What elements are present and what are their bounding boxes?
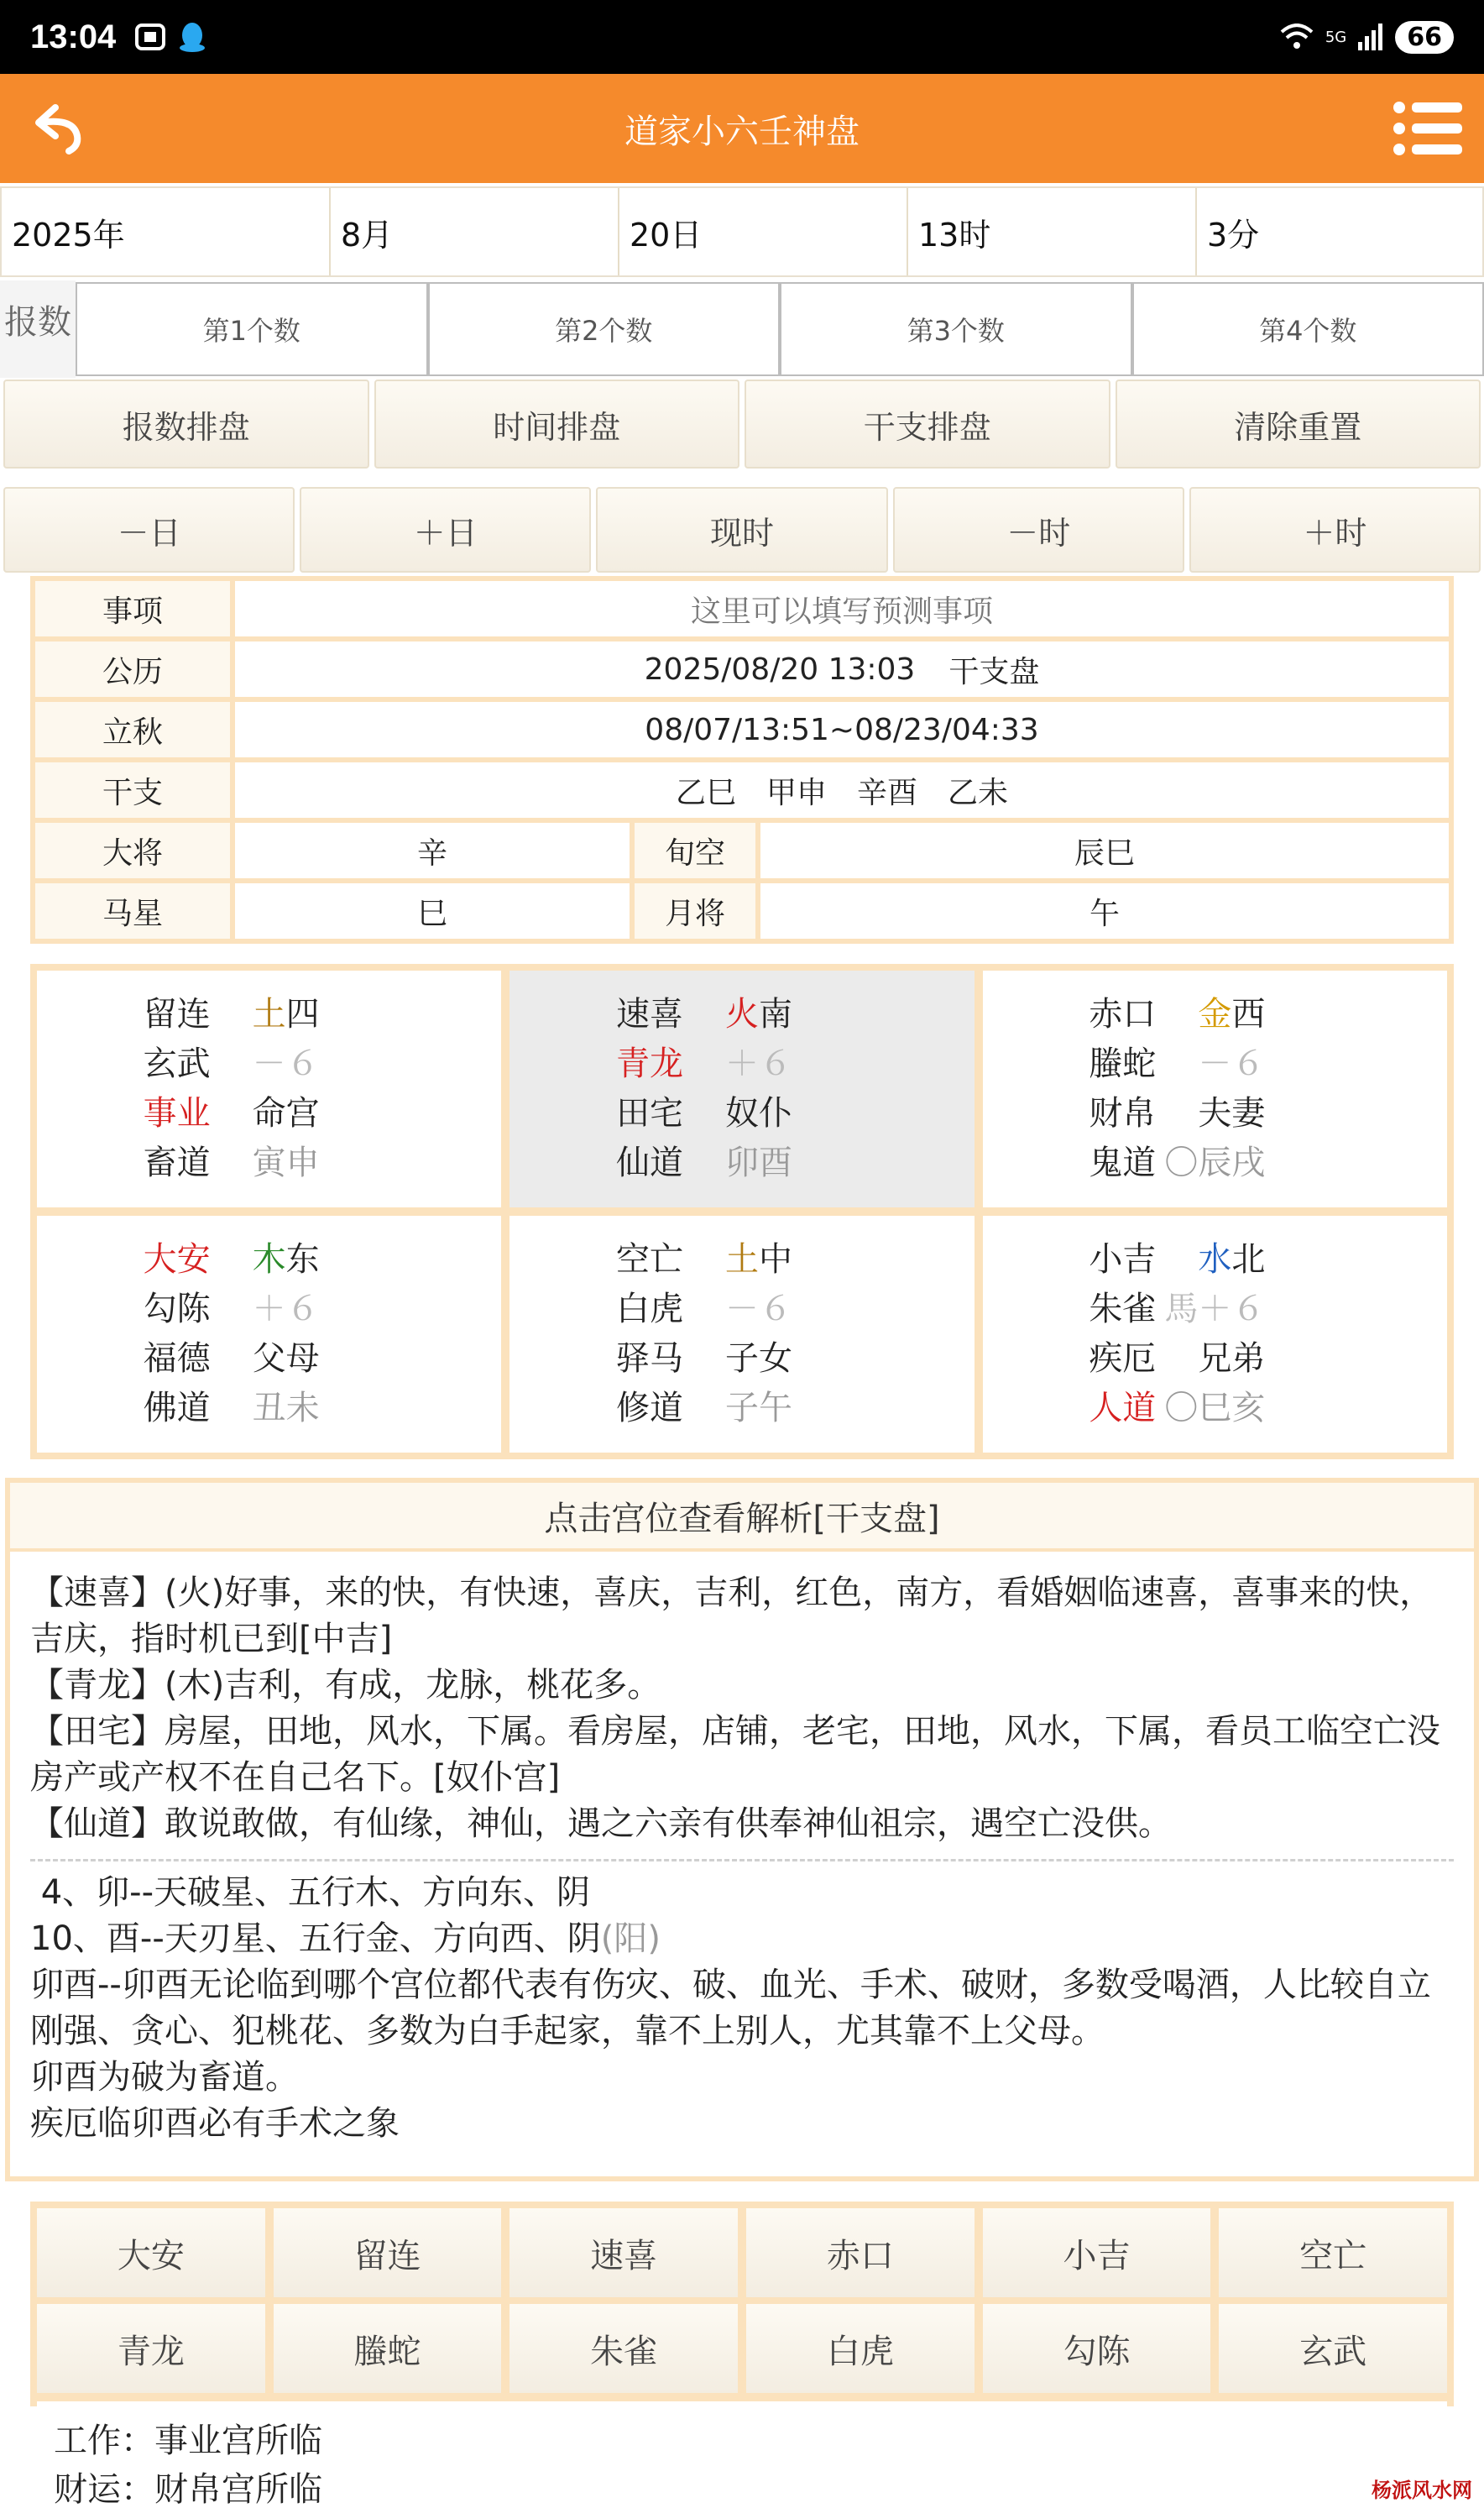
lookup-xuanwu-button[interactable]: 玄武	[1219, 2304, 1447, 2393]
palace-direction: 东	[285, 1240, 320, 1279]
palace-house-2: 奴仆	[724, 1094, 792, 1133]
palace-element: 火	[724, 995, 759, 1034]
palace-dao: 修道	[615, 1389, 683, 1427]
day-select[interactable]: 20日	[619, 188, 908, 275]
time-chart-button[interactable]: 时间排盘	[374, 380, 740, 469]
qq-icon	[178, 21, 206, 53]
analysis-xiandao: 【仙道】敢说敢做，有仙缘，神仙，遇之六亲有供奉神仙祖宗，遇空亡没供。	[30, 1804, 1172, 1843]
page-title: 道家小六壬神盘	[624, 112, 860, 151]
palace-dao: 人道	[1089, 1389, 1157, 1427]
lookup-xiaoji-button[interactable]: 小吉	[983, 2208, 1211, 2297]
palace-house-2: 子女	[724, 1339, 792, 1378]
palace-daan[interactable]	[37, 1216, 501, 1453]
palace-branches: 寅申	[252, 1144, 320, 1182]
site-watermark: 杨派风水网	[1372, 2478, 1472, 2502]
jie-maoyou-text: 疾厄临卯酉必有手术之象	[30, 2104, 400, 2143]
xunkong-value: 辰巳	[760, 823, 1449, 878]
prev-hour-button[interactable]: －时	[893, 487, 1184, 573]
now-button[interactable]: 现时	[596, 487, 887, 573]
palace-name: 大安	[143, 1240, 211, 1279]
maxing-value: 巳	[235, 883, 630, 939]
palace-direction: 西	[1231, 995, 1266, 1034]
minute-select[interactable]: 3分	[1207, 216, 1260, 254]
palace-branches: 辰戌	[1198, 1144, 1266, 1182]
palace-element: 土	[252, 995, 286, 1034]
palace-house-2: 夫妻	[1198, 1094, 1266, 1133]
palace-branches: 丑未	[252, 1389, 320, 1427]
palace-house: 疾厄	[1089, 1339, 1157, 1378]
lookup-gouchen-button[interactable]: 勾陈	[983, 2304, 1211, 2393]
dajiang-label: 大将	[35, 823, 230, 878]
year-select[interactable]: 2025年	[2, 188, 331, 275]
analysis-qinglong: 【青龙】(木)吉利，有成，龙脉，桃花多。	[30, 1666, 661, 1704]
network-label: 5G	[1325, 28, 1347, 46]
number-input-2[interactable]: 第2个数	[428, 282, 781, 376]
lookup-zhuque-button[interactable]: 朱雀	[509, 2304, 738, 2393]
xunkong-label: 旬空	[635, 823, 755, 878]
month-select[interactable]: 8月	[331, 188, 619, 275]
solar-term-value: 08/07/13:51~08/23/04:33	[235, 702, 1449, 757]
palace-house: 田宅	[615, 1094, 683, 1133]
palace-void-mark: 〇	[1164, 1389, 1199, 1427]
palace-name: 空亡	[615, 1240, 683, 1279]
palace-house-2: 父母	[252, 1339, 320, 1378]
wealth-line: 财运：财帛宫所临	[54, 2470, 322, 2508]
palace-dao: 鬼道	[1089, 1144, 1157, 1182]
palace-number: ＋６	[724, 1045, 792, 1083]
palace-element: 水	[1198, 1240, 1232, 1279]
palace-void-mark: 〇	[1164, 1144, 1199, 1182]
solar-date: 2025/08/20 13:03	[644, 652, 916, 687]
ganzhi-chart-button[interactable]: 干支排盘	[745, 380, 1110, 469]
palace-god: 白虎	[615, 1290, 683, 1328]
app-header	[0, 74, 1484, 183]
palace-number: ＋６	[1198, 1290, 1266, 1328]
palace-god: 勾陈	[143, 1290, 211, 1328]
hour-select[interactable]: 13时	[908, 188, 1197, 275]
palace-lookup-grid	[30, 2202, 1454, 2406]
reset-button[interactable]: 清除重置	[1116, 380, 1481, 469]
status-bar	[0, 0, 1484, 74]
info-table	[30, 576, 1454, 944]
analysis-panel	[5, 1478, 1479, 2181]
palace-god: 玄武	[143, 1045, 211, 1083]
palace-xiaoji[interactable]	[983, 1216, 1447, 1453]
branch-you-text: 10、酉--天刃星、五行金、方向西、阴	[30, 1919, 601, 1958]
palace-direction: 南	[758, 995, 792, 1034]
menu-list-icon[interactable]	[1392, 99, 1464, 158]
lookup-daan-button[interactable]: 大安	[37, 2208, 265, 2297]
maoyou-dao-text: 卯酉为破为畜道。	[30, 2058, 299, 2097]
palace-number: －６	[724, 1290, 792, 1328]
ganzhi-value: 乙巳 甲申 辛酉 乙未	[235, 762, 1449, 818]
palace-name: 小吉	[1089, 1240, 1157, 1279]
matter-input[interactable]: 这里可以填写预测事项	[235, 581, 1449, 636]
number-input-4[interactable]: 第4个数	[1132, 282, 1484, 376]
palace-branches: 卯酉	[724, 1144, 792, 1182]
solar-value	[235, 641, 1449, 697]
palace-number: ＋６	[252, 1290, 320, 1328]
palace-suxi[interactable]	[509, 971, 974, 1207]
screenshot-icon	[134, 23, 166, 51]
palace-god: 朱雀	[1089, 1290, 1157, 1328]
back-icon[interactable]	[30, 97, 89, 156]
palace-branches: 子午	[724, 1389, 792, 1427]
action-button-row	[0, 380, 1484, 469]
solar-label: 公历	[35, 641, 230, 697]
lookup-tengshe-button[interactable]: 螣蛇	[274, 2304, 502, 2393]
palace-direction: 四	[285, 995, 320, 1034]
palace-house: 事业	[143, 1094, 211, 1133]
matter-label: 事项	[35, 581, 230, 636]
number-chart-button[interactable]: 报数排盘	[3, 380, 369, 469]
work-line: 工作：事业宫所临	[54, 2422, 322, 2460]
palace-god: 青龙	[615, 1045, 683, 1083]
yuejiang-value: 午	[760, 883, 1449, 939]
palace-liulian[interactable]	[37, 971, 501, 1207]
palace-dao: 佛道	[143, 1389, 211, 1427]
maoyou-text: 卯酉--卯酉无论临到哪个宫位都代表有伤灾、破、血光、手术、破财，多数受喝酒，人比较自立刚强、贪心、犯桃花、多数为白手起家，靠不上别人，尤其靠不上父母。	[30, 1966, 1431, 2050]
analysis-suxi: 【速喜】(火)好事，来的快，有快速，喜庆，吉利，红色，南方，看婚姻临速喜，喜事来的快，吉庆，指时机已到[中吉]	[30, 1573, 1434, 1658]
palace-horse-mark: 馬	[1164, 1290, 1199, 1328]
palace-god: 螣蛇	[1089, 1045, 1157, 1083]
palace-element: 金	[1198, 995, 1232, 1034]
palace-house: 驿马	[615, 1339, 683, 1378]
lookup-kongwang-button[interactable]: 空亡	[1219, 2208, 1447, 2297]
analysis-title: 点击宫位查看解析[干支盘]	[10, 1483, 1474, 1552]
number-input-row	[0, 280, 1484, 378]
divider	[30, 1859, 1454, 1861]
maxing-label: 马星	[35, 883, 230, 939]
status-time: 13:04	[30, 18, 117, 55]
lookup-chikou-button[interactable]: 赤口	[746, 2208, 975, 2297]
work-info-panel	[37, 2401, 1447, 2508]
wifi-icon	[1280, 24, 1314, 50]
battery-indicator: 66	[1395, 21, 1454, 54]
next-day-button[interactable]: ＋日	[300, 487, 591, 573]
palace-branches: 巳亥	[1198, 1389, 1266, 1427]
palace-direction: 北	[1231, 1240, 1266, 1279]
analysis-tianzhai: 【田宅】房屋，田地，风水，下属。看房屋，店铺，老宅，田地，风水，下属，看员工临空亡没房产或产权不在自己名下。[奴仆宫]	[30, 1712, 1440, 1797]
palace-name: 速喜	[615, 995, 683, 1034]
palace-element: 土	[724, 1240, 759, 1279]
branch-you-yang: (阳)	[600, 1919, 661, 1958]
yuejiang-label: 月将	[635, 883, 755, 939]
solar-term-label: 立秋	[35, 702, 230, 757]
ganzhi-label: 干支	[35, 762, 230, 818]
palace-house: 福德	[143, 1339, 211, 1378]
number-input-3[interactable]: 第3个数	[780, 282, 1132, 376]
time-nav-row	[0, 487, 1484, 573]
palace-grid	[30, 964, 1454, 1459]
palace-house: 财帛	[1089, 1094, 1157, 1133]
palace-element: 木	[252, 1240, 286, 1279]
signal-icon	[1358, 24, 1383, 50]
chart-type-label: 干支盘	[948, 654, 1040, 689]
lookup-baihu-button[interactable]: 白虎	[746, 2304, 975, 2393]
lookup-qinglong-button[interactable]: 青龙	[37, 2304, 265, 2393]
dajiang-value: 辛	[235, 823, 630, 878]
palace-dao: 畜道	[143, 1144, 211, 1182]
date-selector-row	[0, 186, 1484, 277]
palace-name: 留连	[143, 995, 211, 1034]
palace-chikou[interactable]	[983, 971, 1447, 1207]
palace-house-2: 兄弟	[1198, 1339, 1266, 1378]
palace-number: －６	[1198, 1045, 1266, 1083]
lookup-liulian-button[interactable]: 留连	[274, 2208, 502, 2297]
branch-mao-text: 4、卯--天破星、五行木、方向东、阴	[30, 1873, 591, 1912]
next-hour-button[interactable]: ＋时	[1189, 487, 1481, 573]
number-input-1[interactable]: 第1个数	[76, 282, 428, 376]
lookup-suxi-button[interactable]: 速喜	[509, 2208, 738, 2297]
palace-direction: 中	[758, 1240, 792, 1279]
palace-name: 赤口	[1089, 995, 1157, 1034]
prev-day-button[interactable]: －日	[3, 487, 295, 573]
palace-house-2: 命宫	[252, 1094, 320, 1133]
palace-number: －６	[252, 1045, 320, 1083]
palace-kongwang[interactable]	[509, 1216, 974, 1453]
number-label: 报数	[0, 280, 76, 378]
palace-dao: 仙道	[615, 1144, 683, 1182]
